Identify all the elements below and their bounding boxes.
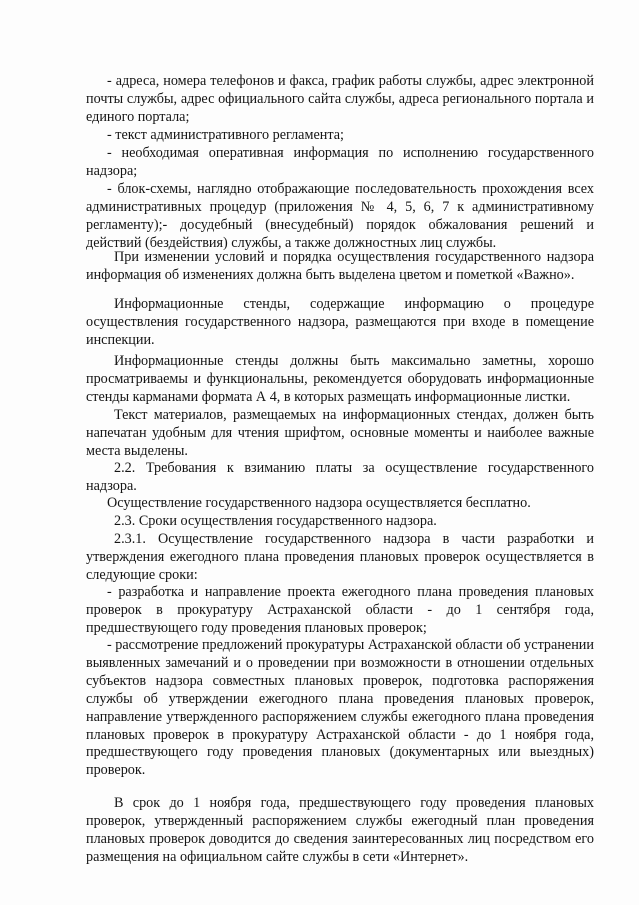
paragraph-info-stands-visibility: Информационные стенды должны быть максимально заметны, хорошо просматриваемы и функциональны, рекомендуется оборудовать информационные стенды карманами формата А 4, в которых размещать информационные листки. bbox=[86, 353, 594, 405]
paragraph-free-of-charge: Осуществление государственного надзора осуществляется бесплатно. bbox=[107, 495, 531, 511]
paragraph-info-stands-location: Информационные стенды, содержащие информацию о процедуре осуществления государственного надзора, размещаются при входе в помещение инспекции. bbox=[86, 296, 594, 348]
section-2-3-1-intro: 2.3.1. Осуществление государственного надзора в части разработки и утверждения ежегодного плана проведения плановых проверок осуществляется в следующие сроки: bbox=[86, 531, 594, 583]
paragraph-draft-plan-deadline: - разработка и направление проекта ежегодного плана проведения плановых проверок в прокуратуру Астраханской области - до 1 сентября года, предшествующего году проведения плановых проверок; bbox=[86, 584, 594, 636]
paragraph-materials-font: Текст материалов, размещаемых на информационных стендах, должен быть напечатан удобным для чтения шрифтом, основные моменты и наиболее важные места выделены. bbox=[86, 407, 594, 459]
section-heading-fees: 2.2. Требования к взиманию платы за осуществление государственного надзора. bbox=[86, 460, 594, 494]
paragraph-changes-marking: При изменении условий и порядка осуществления государственного надзора информация об изменениях должна быть выделена цветом и пометкой «Важно». bbox=[86, 249, 594, 283]
paragraph-contact-details: - адреса, номера телефонов и факса, график работы службы, адрес электронной почты службы, адрес официального сайта службы, адреса регионального портала и единого портала; bbox=[86, 73, 594, 125]
paragraph-prosecutor-proposals: - рассмотрение предложений прокуратуры Астраханской области об устранении выявленных замечаний и о проведении при возможности в отношении отдельных субъектов надзора совместных плановых проверок, подготовка распоряжения службы об утверждении ежегодного плана проведения плановых проверок, направление утвержденного распоряжением службы ежегодного плана проведения плановых проверок в прокуратуру Астраханской области - до 1 ноября года, предшествующего году проведения плановых (документарных или выездных) проверок. bbox=[86, 637, 594, 779]
paragraph-regulation-text: - текст административного регламента; bbox=[107, 127, 344, 143]
paragraph-operational-info: - необходимая оперативная информация по исполнению государственного надзора; bbox=[86, 145, 594, 179]
section-heading-deadlines: 2.3. Сроки осуществления государственного надзора. bbox=[114, 513, 437, 529]
paragraph-plan-publication: В срок до 1 ноября года, предшествующего году проведения плановых проверок, утвержденный распоряжением службы ежегодный план проведения плановых проверок доводится до сведения заинтересованных лиц посредством его размещения на официальном сайте службы в сети «Интернет». bbox=[86, 795, 594, 865]
paragraph-flowcharts: - блок-схемы, наглядно отображающие последовательность прохождения всех административных процедур (приложения № 4, 5, 6, 7 к административному регламенту);- досудебный (внесудебный) порядок обжалования решений и действий (бездействия) службы, а также должностных лиц службы. bbox=[86, 181, 594, 251]
